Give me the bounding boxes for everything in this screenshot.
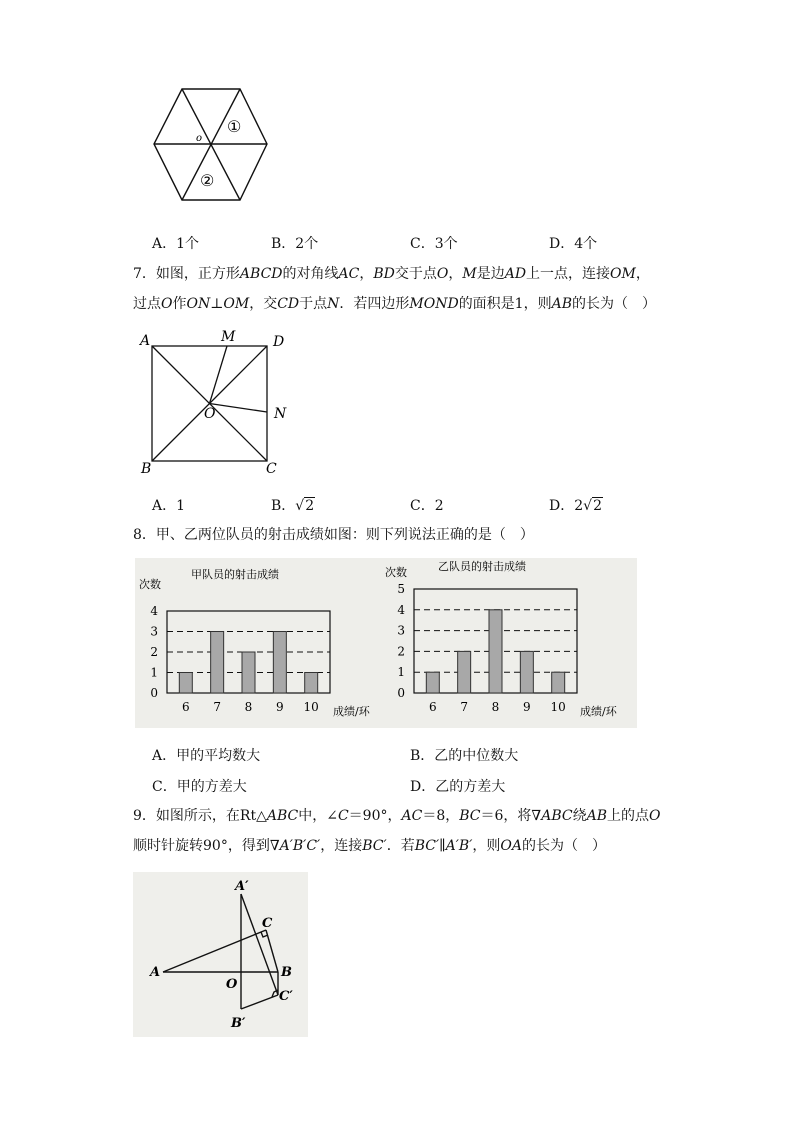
- y-axis-label: 次数: [139, 578, 161, 591]
- label-m: M: [221, 329, 236, 345]
- chart-background: [135, 558, 390, 728]
- label-c-prime: C′: [279, 989, 293, 1004]
- y-tick-label: 0: [397, 686, 405, 700]
- q8-option-b[interactable]: B．乙的中位数大: [410, 748, 519, 764]
- square-figure: [135, 328, 295, 476]
- label-b: B: [281, 965, 292, 980]
- bar-9: [520, 651, 533, 693]
- bar-6: [426, 672, 439, 693]
- q8-text: 8．甲、乙两位队员的射击成绩如图：则下列说法正确的是（ ）: [133, 527, 534, 543]
- sqrt-sign: √: [295, 498, 305, 514]
- chart-yi: [382, 558, 637, 728]
- bar-7: [458, 651, 471, 693]
- y-tick-label: 1: [397, 665, 405, 680]
- q8-option-d[interactable]: D．乙的方差大: [410, 779, 506, 795]
- region-2-label: ②: [200, 171, 215, 190]
- x-axis-label: 成绩/环: [580, 705, 617, 718]
- y-tick-label: 2: [397, 644, 405, 659]
- bar-9: [273, 632, 286, 694]
- q9-text-line2: 顺时针旋转90°，得到∇A′B′C′，连接BC′．若BC′∥A′B′，则OA的长为（ ）: [133, 838, 606, 854]
- q7-option-c[interactable]: C．2: [410, 498, 444, 514]
- x-tick-label: 6: [428, 700, 437, 714]
- x-tick-label: 7: [460, 700, 468, 714]
- sqrt-sign: √: [583, 498, 593, 514]
- label-c: C: [266, 461, 277, 476]
- x-tick-label: 7: [213, 700, 221, 714]
- label-o: O: [204, 406, 216, 422]
- label-b: B: [141, 461, 152, 476]
- point-o-label: o: [196, 133, 203, 144]
- rotation-figure: [133, 872, 308, 1037]
- x-tick-label: 8: [244, 700, 253, 714]
- figure-background: [133, 872, 308, 1037]
- bar-6: [179, 673, 192, 694]
- q6-option-a[interactable]: A．1个: [152, 236, 200, 252]
- x-tick-label: 10: [550, 700, 566, 714]
- label-o: O: [226, 977, 238, 992]
- x-tick-label: 10: [303, 700, 319, 714]
- q8-option-a[interactable]: A．甲的平均数大: [152, 748, 261, 764]
- y-tick-label: 3: [150, 624, 158, 639]
- y-tick-label: 4: [397, 602, 405, 617]
- y-tick-label: 2: [150, 645, 158, 659]
- bar-7: [211, 632, 224, 694]
- label-b-prime: B′: [231, 1016, 246, 1031]
- q8-option-c[interactable]: C．甲的方差大: [152, 779, 247, 795]
- x-axis-label: 成绩/环: [333, 705, 370, 718]
- label-a-prime: A′: [235, 879, 249, 894]
- q7-option-a[interactable]: A．1: [152, 498, 186, 514]
- q6-option-c[interactable]: C．3个: [410, 236, 458, 252]
- q6-option-b[interactable]: B．2个: [271, 236, 319, 252]
- y-tick-label: 5: [397, 582, 405, 596]
- label-a: A: [150, 965, 161, 980]
- y-tick-label: 1: [150, 665, 158, 680]
- chart-title: 乙队员的射击成绩: [438, 560, 526, 573]
- x-tick-label: 8: [491, 700, 500, 714]
- label-a: A: [140, 333, 151, 349]
- label-c: C: [262, 916, 273, 931]
- bar-10: [305, 673, 318, 694]
- x-tick-label: 9: [276, 700, 284, 714]
- region-1-label: ①: [227, 117, 242, 136]
- bar-8: [242, 652, 255, 693]
- x-tick-label: 6: [181, 700, 190, 714]
- q9-text-line1: 9．如图所示，在Rt△ABC中，∠C＝90°，AC＝8，BC＝6，将∇ABC绕AB上的点O: [133, 808, 661, 824]
- bar-10: [552, 672, 565, 693]
- q7-text-line2: 过点O作ON⊥OM，交CD于点N．若四边形MOND的面积是1，则AB的长为（ ）: [133, 296, 657, 312]
- q6-option-d[interactable]: D．4个: [549, 236, 598, 252]
- chart-jia: [135, 558, 390, 728]
- chart-background: [382, 558, 637, 728]
- y-tick-label: 0: [150, 686, 158, 700]
- label-n: N: [274, 406, 287, 422]
- y-tick-label: 3: [397, 623, 405, 638]
- q7-option-d[interactable]: D．2√2: [549, 498, 602, 514]
- chart-title: 甲队员的射击成绩: [191, 568, 279, 581]
- x-tick-label: 9: [523, 700, 531, 714]
- y-tick-label: 4: [150, 604, 158, 618]
- hexagon-figure: [150, 86, 290, 204]
- y-axis-label: 次数: [385, 566, 407, 579]
- label-d: D: [273, 334, 285, 350]
- q7-text-line1: 7．如图，正方形ABCD的对角线AC，BD交于点O，M是边AD上一点，连接OM，: [133, 266, 650, 282]
- bar-8: [489, 610, 502, 693]
- q7-option-b[interactable]: B．√2: [271, 498, 315, 514]
